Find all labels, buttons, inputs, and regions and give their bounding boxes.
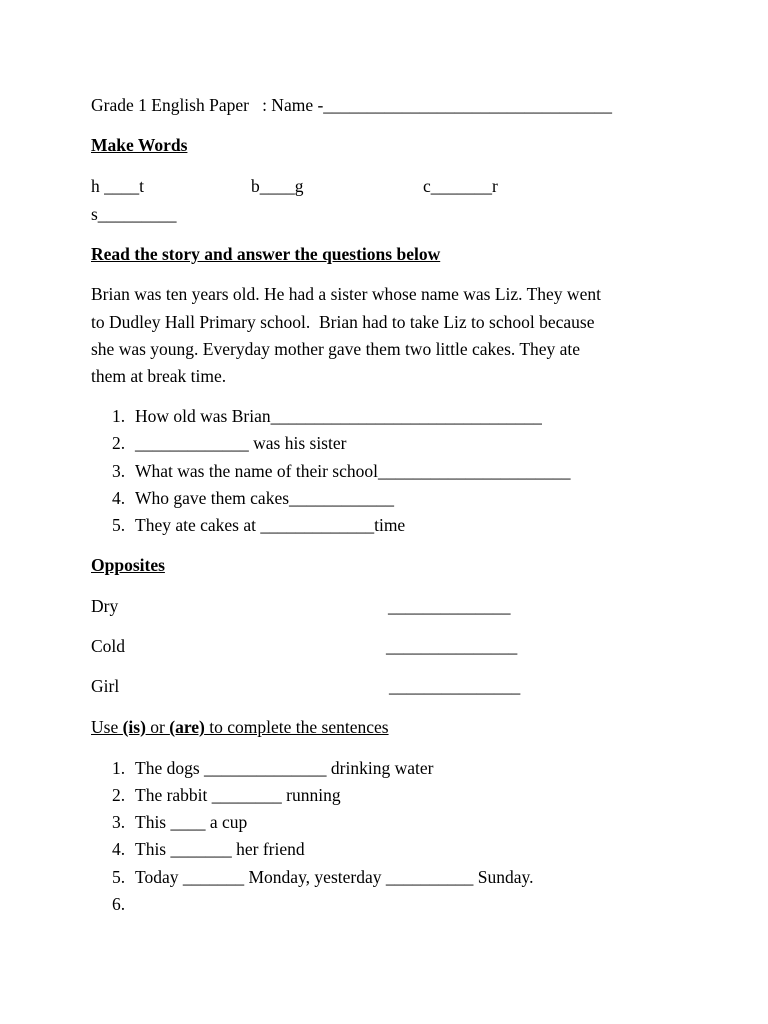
opposite-blank: _______________ [386, 636, 518, 656]
is-are-heading-pre: Use [91, 717, 123, 737]
question-number: 4. [112, 488, 126, 508]
question-number: 2. [112, 433, 126, 453]
sentence-number: 1. [112, 758, 126, 778]
story-line: Brian was ten years old. He had a sister whose name was Liz. They went [91, 284, 601, 304]
page-title: Grade 1 English Paper : Name -_________________________________ [91, 95, 613, 115]
question-number: 3. [112, 461, 126, 481]
opposite-word: Dry [91, 596, 119, 616]
make-words-heading: Make Words [91, 135, 188, 155]
sentence-text: This _______ her friend [135, 839, 305, 859]
is-are-heading-post: to complete the sentences [204, 717, 389, 737]
question-number: 5. [112, 515, 126, 535]
sentence-text: Today _______ Monday, yesterday __________ Sunday. [135, 867, 534, 887]
sentence-number: 2. [112, 785, 126, 805]
make-word-item: c_______r [423, 176, 498, 196]
is-keyword: (is) [122, 717, 146, 737]
story-line: to Dudley Hall Primary school. Brian had to take Liz to school because [91, 312, 595, 332]
sentence-text: This ____ a cup [135, 812, 248, 832]
question-text: How old was Brian_______________________________ [135, 406, 542, 426]
question-number: 1. [112, 406, 126, 426]
sentence-text: The rabbit ________ running [135, 785, 341, 805]
opposite-word: Girl [91, 676, 120, 696]
sentence-number: 5. [112, 867, 126, 887]
story-line: them at break time. [91, 366, 227, 386]
question-text: Who gave them cakes____________ [135, 488, 395, 508]
sentence-number: 3. [112, 812, 126, 832]
opposite-blank: ______________ [388, 596, 511, 616]
story-line: she was young. Everyday mother gave them two little cakes. They ate [91, 339, 581, 359]
question-text: _____________ was his sister [135, 433, 347, 453]
make-word-item: b____g [251, 176, 304, 196]
are-keyword: (are) [169, 717, 205, 737]
make-word-item: s_________ [91, 204, 177, 224]
is-are-heading-mid: or [145, 717, 170, 737]
question-text: What was the name of their school______________________ [135, 461, 571, 481]
sentence-number: 6. [112, 894, 126, 914]
story-heading: Read the story and answer the questions below [91, 244, 441, 264]
is-are-heading [91, 719, 389, 737]
sentence-number: 4. [112, 839, 126, 859]
opposite-blank: _______________ [389, 676, 521, 696]
sentence-text: The dogs ______________ drinking water [135, 758, 434, 778]
question-text: They ate cakes at _____________time [135, 515, 406, 535]
make-word-item: h ____t [91, 176, 144, 196]
opposites-heading: Opposites [91, 555, 165, 575]
opposite-word: Cold [91, 636, 126, 656]
